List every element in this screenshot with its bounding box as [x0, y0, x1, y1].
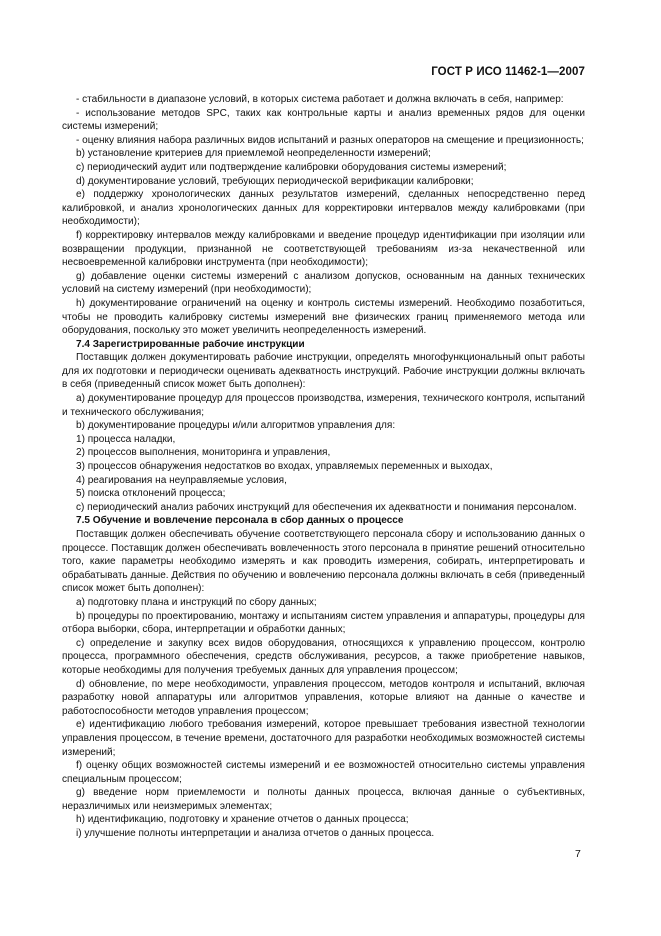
paragraph: g) добавление оценки системы измерений с анализом допусков, основанным на данных технических условий на систему измерений (при необходимости);	[62, 270, 585, 296]
paragraph: 1) процесса наладки,	[76, 433, 176, 445]
paragraph: h) документирование ограничений на оценку и контроль системы измерений. Необходимо позаботиться, чтобы не проводить калибровку системы измерений вне физических границ применяемого метода или оборудования, поскольку это может увеличить неопределенность измерений.	[62, 297, 585, 337]
paragraph: 5) поиска отклонений процесса;	[76, 488, 226, 500]
paragraph: e) идентификацию любого требования измерений, которое превышает требования известной технологии управления процессом, в течение времени, достаточного для разработки необходимых возможностей системы измерений;	[62, 719, 585, 758]
paragraph: b) процедуры по проектированию, монтажу и испытаниям систем управления и аппаратуры, процедуры для отбора выборки, сбора, интерпретации и обработки данных;	[62, 610, 585, 636]
paragraph: c) определение и закупку всех видов оборудования, относящихся к управлению процессом, контролю процесса, программного обеспечения, средств обслуживания, ресурсов, а также приобретение навыков, которые необходимы для получения требуемых данных для управления процессом;	[62, 637, 585, 676]
section-heading: 7.5 Обучение и вовлечение персонала в сбор данных о процессе	[76, 515, 404, 527]
paragraph: e) поддержку хронологических данных результатов измерений, сделанных непосредственно перед калибровкой, и анализ хронологических данных для корректировки интервалов между калибровками (при необходимости);	[62, 189, 585, 228]
paragraph: f) оценку общих возможностей системы измерений и ее возможностей относительно системы управления специальным процессом;	[62, 760, 585, 785]
paragraph: - стабильности в диапазоне условий, в которых система работает и должна включать в себя, например:	[76, 94, 564, 105]
paragraph: Поставщик должен документировать рабочие инструкции, определять многофункциональный опыт работы для их подготовки и периодически оценивать адекватность инструкций. Рабочие инструкции должны включать в себя (приведенный список может быть дополнен):	[62, 352, 585, 391]
paragraph: g) введение норм приемлемости и полноты данных процесса, включая данные о субъективных, неразличимых или неизмеримых элементах;	[62, 787, 585, 812]
paragraph: c) периодический аудит или подтверждение калибровки оборудования системы измерений;	[76, 161, 507, 173]
page-number: 7	[575, 848, 581, 860]
paragraph: a) подготовку плана и инструкций по сбору данных;	[76, 596, 317, 608]
paragraph: b) документирование процедуры и/или алгоритмов управления для:	[76, 420, 396, 432]
page-body	[62, 93, 585, 841]
paragraph: h) идентификацию, подготовку и хранение отчетов о данных процесса;	[76, 814, 409, 826]
paragraph: 3) процессов обнаружения недостатков во входах, управляемых переменных и выходах,	[76, 461, 493, 473]
paragraph: c) периодический анализ рабочих инструкций для обеспечения их адекватности и понимания персоналом.	[76, 501, 577, 513]
paragraph: Поставщик должен обеспечивать обучение соответствующего персонала сбору и использованию данных о процессе. Поставщик должен обеспечивать вовлеченность этого персонала в принятие решений относительно того, какие параметры необходимо измерять и как проводить измерения, собирать, интерпретировать и обрабатывать данные. Действия по обучению и вовлечению персонала должны включать в себя (приведенный список может быть дополнен):	[62, 529, 585, 595]
paragraph: f) корректировку интервалов между калибровками и введение процедур идентификации при изоляции или возвращении продукции, признанной не соответствующей требованиям из-за некачественной или несвоевременной калибровки инструмента (при необходимости);	[62, 229, 585, 269]
section-heading: 7.4 Зарегистрированные рабочие инструкции	[76, 338, 305, 350]
paragraph: b) установление критериев для приемлемой неопределенности измерений;	[76, 148, 431, 160]
paragraph: - использование методов SPC, таких как контрольные карты и анализ временных рядов для оценки системы измерений;	[62, 107, 585, 133]
paragraph: d) обновление, по мере необходимости, управления процессом, методов контроля и испытаний, включая разработку новой аппаратуры или алгоритмов управления, которые влияют на данные о качестве и работоспособности методов управления процессом;	[62, 678, 585, 717]
paragraph: d) документирование условий, требующих периодической верификации калибровки;	[76, 175, 474, 187]
document-id-header: ГОСТ Р ИСО 11462-1—2007	[431, 66, 585, 78]
paragraph: a) документирование процедур для процессов производства, измерения, технического контроля, испытаний и технического обслуживания;	[62, 393, 585, 418]
paragraph: 4) реагирования на неуправляемые условия,	[76, 474, 287, 486]
paragraph: - оценку влияния набора различных видов испытаний и разных операторов на смещение и прецизионность;	[76, 134, 584, 146]
paragraph: i) улучшение полноты интерпретации и анализа отчетов о данных процесса.	[76, 828, 435, 840]
paragraph: 2) процессов выполнения, мониторинга и управления,	[76, 447, 331, 459]
